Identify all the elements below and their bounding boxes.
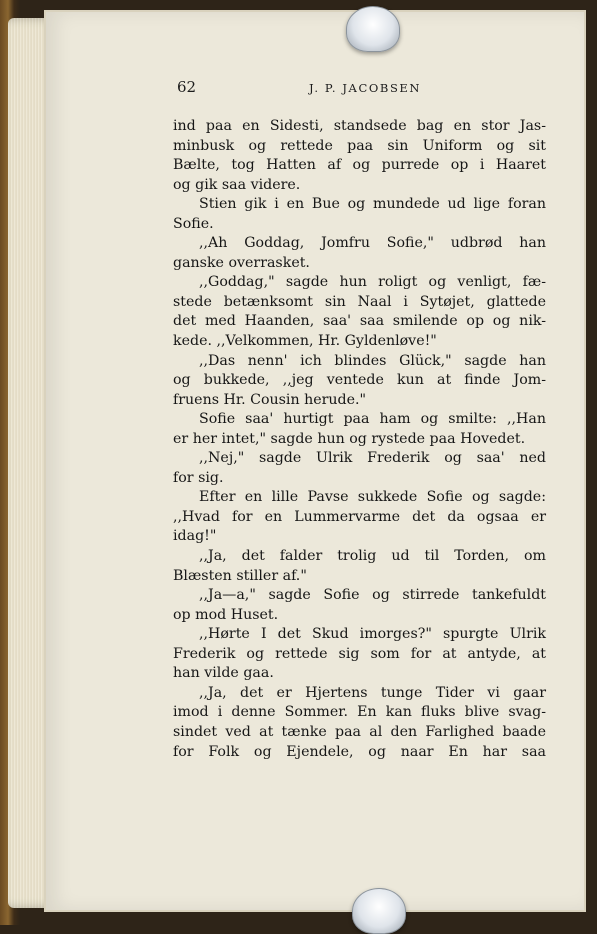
text-line: ,,Ah Goddag, Jomfru Sofie," udbrød han xyxy=(199,235,546,252)
text-line: sindet ved at tænke paa al den Farlighed baade xyxy=(173,723,546,740)
running-head: J. P. JACOBSEN xyxy=(309,81,422,95)
page-number: 62 xyxy=(177,78,197,96)
text-line: fruens Hr. Cousin herude." xyxy=(173,391,367,408)
text-line: op mod Huset. xyxy=(173,606,279,623)
page-header xyxy=(177,78,545,98)
text-line: ganske overrasket. xyxy=(173,254,310,271)
page-clip-top xyxy=(346,6,400,52)
text-line: ,,Goddag," sagde hun roligt og venligt, fæ- xyxy=(199,274,546,291)
text-line: minbusk og rettede paa sin Uniform og sit xyxy=(173,137,546,154)
text-line: Bælte, tog Hatten af og purrede op i Haaret xyxy=(173,157,546,174)
text-line: Sofie saa' hurtigt paa ham og smilte: ,,Han xyxy=(199,411,546,428)
text-line: og bukkede, ,,jeg ventede kun at finde Jom- xyxy=(173,372,546,389)
text-line: Efter en lille Pavse sukkede Sofie og sagde: xyxy=(199,489,546,506)
text-line: ,,Hørte I det Skud imorges?" spurgte Ulrik xyxy=(199,626,546,643)
text-line: Sofie. xyxy=(173,215,214,232)
page-clip-bottom xyxy=(352,888,406,934)
text-line: det med Haanden, saa' saa smilende op og nik- xyxy=(173,313,546,330)
text-line: er her intet," sagde hun og rystede paa Hovedet. xyxy=(173,430,526,447)
text-line: Blæsten stiller af." xyxy=(173,567,307,584)
text-line: ,,Ja, det falder trolig ud til Torden, om xyxy=(199,548,546,565)
text-line: imod i denne Sommer. En kan fluks blive svag- xyxy=(173,704,546,721)
text-line: ,,Ja—a," sagde Sofie og stirrede tankefuldt xyxy=(199,587,546,604)
text-line: ind paa en Sidesti, standsede bag en stor Jas- xyxy=(173,118,546,134)
text-line: for sig. xyxy=(173,469,224,486)
text-line: kede. ,,Velkommen, Hr. Gyldenløve!" xyxy=(173,333,437,350)
text-line: ,,Hvad for en Lummervarme det da ogsaa er xyxy=(173,508,546,525)
text-line: og gik saa videre. xyxy=(173,176,301,193)
text-line: idag!" xyxy=(173,528,217,545)
text-line: Stien gik i en Bue og mundede ud lige foran xyxy=(199,196,546,213)
text-line: for Folk og Ejendele, og naar En har saa xyxy=(173,743,546,760)
text-line: Frederik og rettede sig som for at antyde, at xyxy=(173,645,546,662)
text-line: ,,Nej," sagde Ulrik Frederik og saa' ned xyxy=(199,450,546,467)
text-line: han vilde gaa. xyxy=(173,665,274,682)
text-line: ,,Ja, det er Hjertens tunge Tider vi gaar xyxy=(199,684,546,701)
text-line: stede betænksomt sin Naal i Sytøjet, glattede xyxy=(173,293,546,310)
body-text xyxy=(173,117,546,762)
text-line: ,,Das nenn' ich blindes Glück," sagde han xyxy=(199,352,546,369)
